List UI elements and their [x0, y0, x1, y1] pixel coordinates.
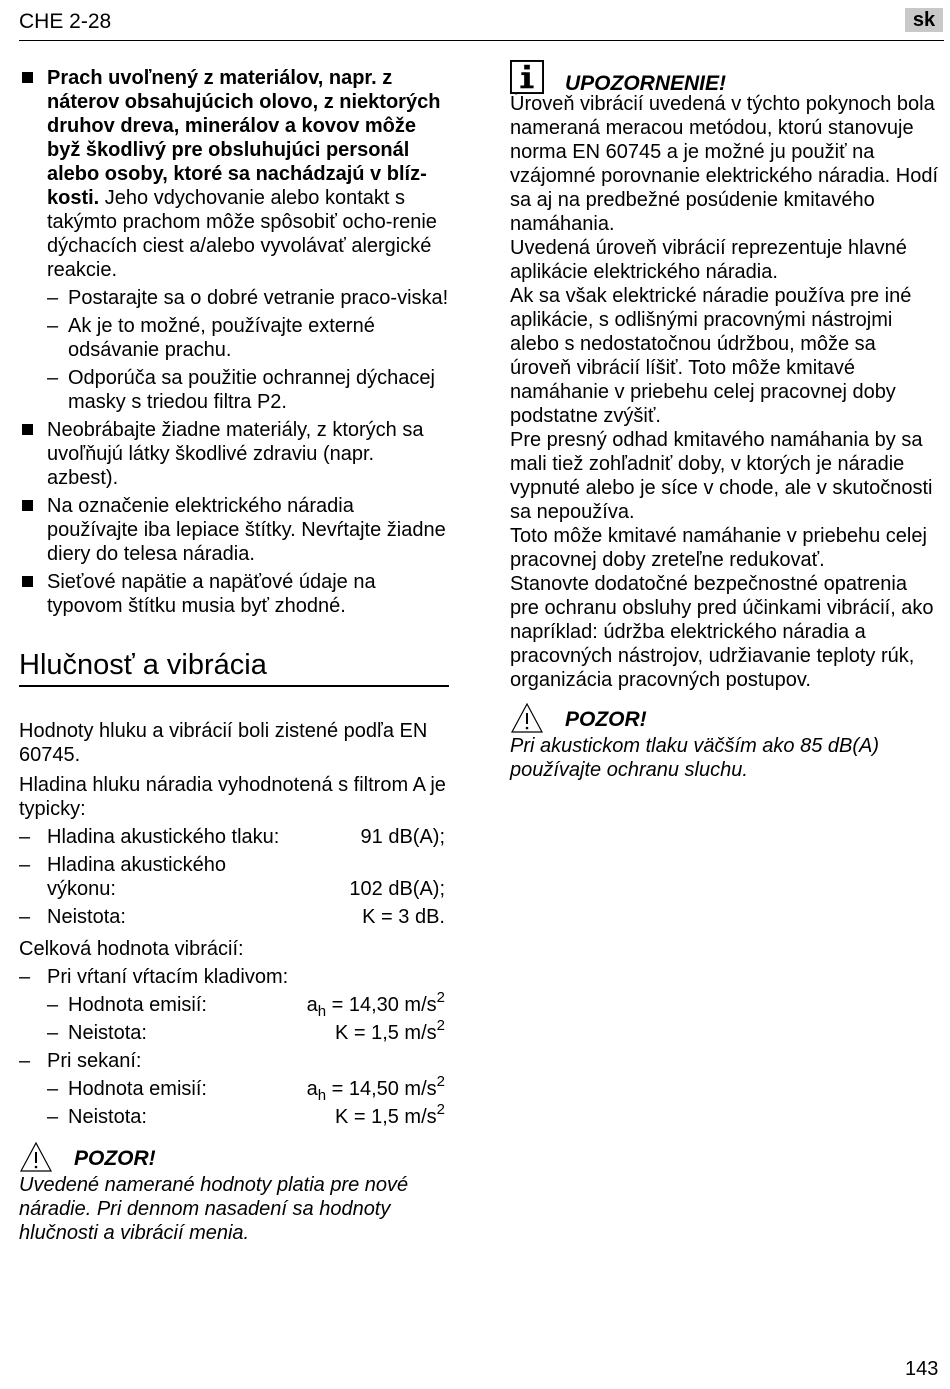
warning-triangle-icon — [510, 702, 544, 734]
notice-paragraph: Úroveň vibrácií uvedená v týchto pokynoch bola nameraná meracou metódou, ktorú stanovuje norma EN 60745 a je možné ju použiť na vzájomné porovnanie elektrického náradia. Hodí sa aj na predbežné posúdenie kmitavého namáhania. — [510, 93, 939, 235]
info-icon — [510, 60, 544, 94]
vibration-row: – Neistota: K = 1,5 $m/s^2$ — [47, 1101, 445, 1128]
notice-paragraph: Toto môže kmitavé namáhanie v priebehu celej pracovnej doby zreteľne redukovať. — [510, 525, 927, 571]
caution-label: POZOR! — [74, 1147, 156, 1170]
dust-subitem: – Odporúča sa použitie ochrannej dýchacej masky s triedou filtra P2. — [47, 367, 435, 413]
left-column — [19, 66, 449, 1245]
vibration-row: – Neistota: K = 1,5 $m/s^2$ — [47, 1017, 445, 1044]
dust-warning-text: Jeho vdychovanie alebo kontakt s takýmto prachom môže spôsobiť ocho-renie dýchacích ciest a/alebo vyvolávať alergické reakcie. — [47, 187, 437, 281]
notice-paragraph: Ak sa však elektrické náradie používa pre iné aplikácie, s odlišnými pracovnými nástrojmi alebo s nedostatočnou údržbou, môže sa úroveň vibrácií líšiť. Toto môže kmitavé namáhanie v priebehu celej pracovnej doby podstatne zvýšiť. — [510, 285, 912, 427]
noise-row: – Hladina akustického tlaku: 91 dB(A); — [19, 826, 445, 848]
caution-header — [19, 1141, 449, 1173]
caution-text: Pri akustickom tlaku väčším ako 85 dB(A) používajte ochranu sluchu. — [510, 735, 880, 781]
vibration-row: – Hodnota emisií: $a_h = 14,30$ $m/s^2$ — [47, 989, 445, 1020]
caution-header — [510, 702, 940, 734]
caution-label: POZOR! — [565, 708, 647, 731]
vibration-mode: – Pri vŕtaní vŕtacím kladivom: — [19, 966, 289, 988]
notice-paragraph: Uvedená úroveň vibrácií reprezentuje hlavné aplikácie elektrického náradia. — [510, 237, 907, 283]
noise-row: – Neistota: K = 3 dB. — [19, 906, 445, 928]
language-badge: sk — [905, 8, 943, 32]
safety-bullet-voltage: Sieťové napätie a napäťové údaje na typovom štítku musia byť zhodné. — [19, 570, 449, 618]
noise-row: – Hladina akustického výkonu: 102 dB(A); — [19, 854, 445, 900]
notice-paragraph: Pre presný odhad kmitavého namáhania by sa mali tiež zohľadniť doby, v ktorých je náradie vypnuté alebo je síce v chode, ale v skutočnosti sa nepoužíva. — [510, 429, 933, 523]
caution-text: Uvedené namerané hodnoty platia pre nové náradie. Pri dennom nasadení sa hodnoty hlučnosti a vibrácií menia. — [19, 1174, 409, 1244]
paragraph: Hodnoty hluku a vibrácií boli zistené podľa EN 60745. — [19, 720, 428, 766]
document-code: CHE 2-28 — [19, 10, 112, 33]
page-number: 143 — [905, 1358, 939, 1380]
safety-bullet-labels: Na označenie elektrického náradia používajte iba lepiace štítky. Nevŕtajte žiadne diery do telesa náradia. — [19, 494, 449, 566]
section-heading: Hlučnosť a vibrácia — [19, 648, 449, 687]
dust-warning-bold: Prach uvoľnený z materiálov, napr. z náterov obsahujúcich olovo, z niektorých druhov dreva, minerálov a kovov môže byž škodlivý pre obsluhujúci personál alebo osoby, ktoré sa nachádzajú v blíz-kosti. — [47, 67, 441, 209]
dust-subitem: – Ak je to možné, používajte externé odsávanie prachu. — [47, 315, 375, 361]
dust-subitem: – Postarajte sa o dobré vetranie praco-viska! — [47, 287, 449, 309]
right-column — [510, 66, 940, 782]
safety-bullet-dust — [19, 66, 449, 282]
safety-bullet-materials: Neobrábajte žiadne materiály, z ktorých sa uvoľňujú látky škodlivé zdraviu (napr. azbest). — [19, 418, 449, 490]
notice-header — [510, 66, 940, 98]
notice-label: UPOZORNENIE! — [565, 72, 727, 95]
paragraph: Hladina hluku náradia vyhodnotená s filtrom A je typicky: — [19, 774, 446, 820]
warning-triangle-icon — [19, 1141, 53, 1173]
notice-paragraph: Stanovte dodatočné bezpečnostné opatrenia pre ochranu obsluhy pred účinkami vibrácií, ako napríklad: údržba elektrického náradia a pracovných nástrojov, udržiavanie teploty rúk, organizácia pracovných postupov. — [510, 573, 934, 691]
header-rule — [19, 40, 944, 41]
vibration-row: – Hodnota emisií: $a_h = 14,50$ $m/s^2$ — [47, 1073, 445, 1104]
vibration-title: Celková hodnota vibrácií: — [19, 938, 244, 960]
vibration-mode: – Pri sekaní: — [19, 1050, 142, 1072]
